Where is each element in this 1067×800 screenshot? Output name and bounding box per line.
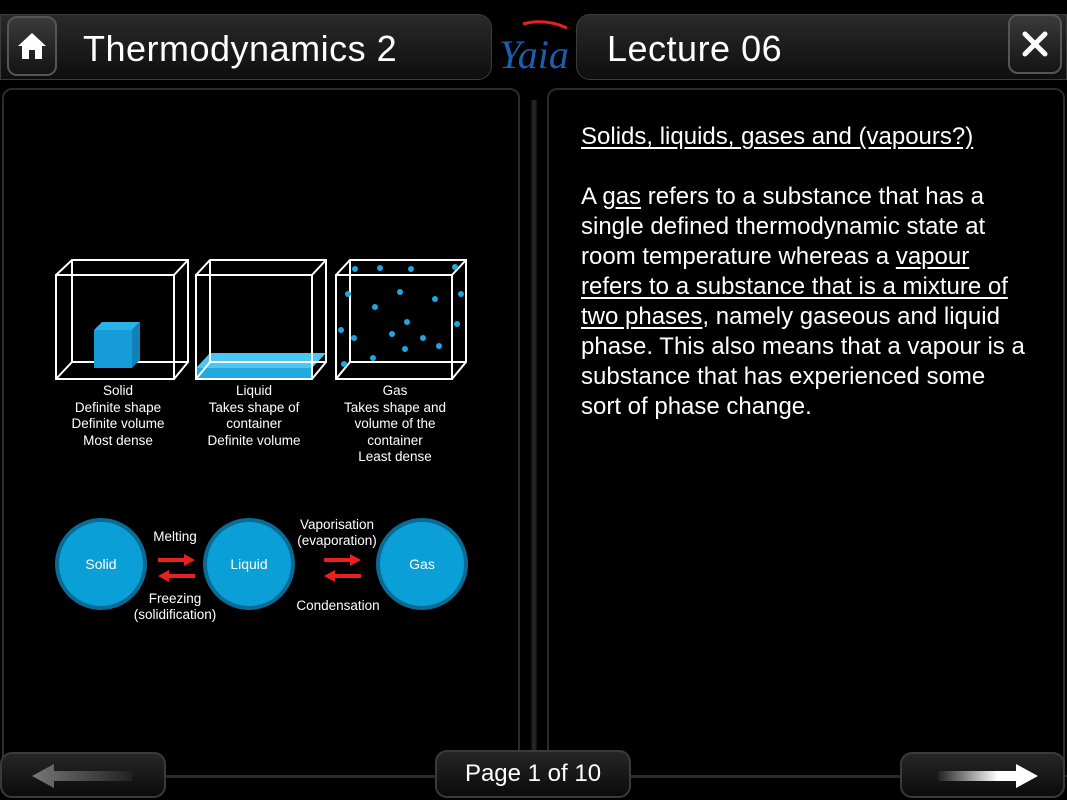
solid-circle: Solid (55, 518, 147, 610)
liquid-description (184, 383, 324, 449)
liquid-circle: Liquid (203, 518, 295, 610)
gas-description (325, 383, 465, 466)
solid-cube (94, 322, 140, 368)
body-part-2: refers to a substance that has a single defined thermodynamic state at room temperature whereas a (581, 183, 986, 270)
solid-line-2: Definite volume (71, 416, 165, 431)
gas-line-3: container (367, 432, 423, 448)
freezing-line-2: (solidification) (133, 607, 217, 622)
prev-page-button[interactable] (0, 752, 166, 798)
home-button[interactable] (7, 16, 57, 76)
logo (493, 14, 575, 80)
course-title: Thermodynamics 2 (83, 28, 398, 69)
vapour-definition: vapour refers to a substance that is a mixture of two phases (581, 243, 1008, 330)
panel-divider (531, 100, 537, 760)
section-heading: Solids, liquids, gases and (vapours?) (581, 123, 974, 150)
gas-label: Gas (382, 383, 408, 398)
body-part-3: , namely gaseous and liquid phase. This also means that a vapour is a substance that has experienced some sort of phase change. (581, 303, 1025, 420)
states-of-matter-figure (40, 250, 480, 390)
phase-arrows (150, 550, 370, 584)
body-paragraph (581, 182, 1026, 422)
solid-description (48, 383, 188, 449)
home-icon (15, 29, 49, 63)
liquid-line-1: Takes shape of (208, 399, 300, 415)
solid-line-1: Definite shape (74, 399, 162, 415)
gas-term: gas (602, 183, 642, 210)
lecture-title: Lecture 06 (607, 28, 783, 69)
vaporisation-label (286, 517, 388, 549)
liquid-line-2: container (226, 416, 282, 431)
close-icon (1021, 30, 1049, 58)
page-label: Page 1 of 10 (464, 760, 602, 787)
next-page-button[interactable] (900, 752, 1065, 798)
liquid-label: Liquid (235, 383, 273, 398)
arrow-right-icon (938, 762, 1038, 790)
body-part-1: A (581, 183, 603, 210)
page-indicator (435, 750, 631, 798)
gas-line-1: Takes shape and (343, 399, 447, 415)
logo-text: Yaia (499, 32, 569, 77)
solid-line-3: Most dense (83, 432, 153, 448)
arrow-left-icon (32, 762, 132, 790)
gas-circle: Gas (376, 518, 468, 610)
gas-line-4: Least dense (358, 449, 432, 464)
vaporisation-line-1: Vaporisation (299, 517, 375, 532)
liquid-line-3: Definite volume (207, 432, 301, 448)
condensation-label: Condensation (296, 598, 380, 613)
freezing-line-1: Freezing (148, 591, 202, 606)
vaporisation-line-2: (evaporation) (297, 533, 377, 548)
melting-label: Melting (153, 529, 197, 544)
solid-label: Solid (102, 383, 134, 398)
close-button[interactable] (1008, 14, 1062, 74)
gas-line-2: volume of the (354, 416, 436, 431)
gas-box (336, 260, 466, 379)
freezing-label (125, 591, 225, 623)
liquid-box (196, 260, 326, 379)
